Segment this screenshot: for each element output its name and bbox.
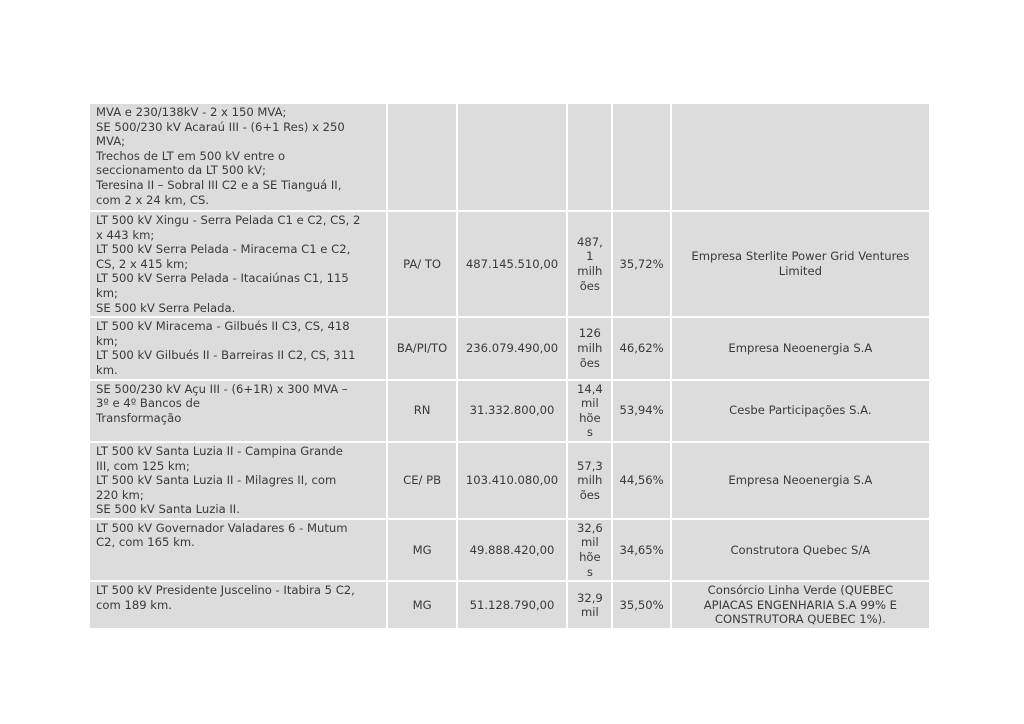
table-body (90, 104, 929, 628)
amount-cell-line: mil (580, 396, 599, 411)
lot-description-cell-line: MVA; (96, 134, 126, 149)
winner-cell-line: Limited (778, 264, 822, 279)
lot-description-cell-line: LT 500 kV Santa Luzia II - Milagres II, com (96, 473, 337, 488)
amount-cell-line: milh (577, 473, 603, 488)
lot-description-cell-line: SE 500/230 kV Açu III - (6+1R) x 300 MVA – (96, 381, 348, 396)
state-cell: PA/ TO (388, 212, 455, 316)
winner-cell (672, 381, 929, 441)
lot-description-cell-line: LT 500 kV Santa Luzia II - Campina Grande (96, 443, 343, 458)
value-cell: 236.079.490,00 (458, 318, 567, 378)
lot-description-cell (90, 104, 386, 210)
lot-description-cell-line: LT 500 kV Miracema - Gilbués II C3, CS, 418 (96, 319, 350, 334)
discount-cell: 34,65% (613, 520, 669, 580)
amount-cell-line: milh (577, 341, 603, 356)
winner-cell-line: Construtora Quebec S/A (730, 542, 871, 557)
state-cell: MG (388, 582, 455, 628)
table-row (90, 104, 929, 210)
amount-cell-line: s (586, 425, 593, 440)
winner-cell (672, 582, 929, 628)
amount-cell-line: milh (577, 264, 603, 279)
amount-cell-line: 14,4 (576, 381, 603, 396)
amount-cell-line: hõe (579, 410, 601, 425)
lot-description-cell-line: Teresina II – Sobral III C2 e a SE Tianguá II, (96, 177, 342, 192)
amount-cell (568, 381, 611, 441)
lot-description-cell-line: C2, com 165 km. (96, 535, 195, 550)
winner-cell (672, 318, 929, 378)
lot-description-cell-line: Transformação (96, 410, 182, 425)
amount-cell (568, 443, 611, 518)
winner-cell-line: Empresa Neoenergia S.A (728, 341, 873, 356)
amount-cell (568, 212, 611, 316)
lot-description-cell-line: LT 500 kV Gilbués II - Barreiras II C2, CS, 311 (96, 348, 356, 363)
table-row (90, 520, 929, 580)
lot-description-cell-line: com 2 x 24 km, CS. (96, 192, 210, 207)
lot-description-cell-line: seccionamento da LT 500 kV; (96, 163, 266, 178)
winner-cell (672, 104, 929, 210)
discount-cell (613, 104, 669, 210)
lot-description-cell (90, 443, 386, 518)
lot-description-cell-line: 220 km; (96, 487, 144, 502)
state-cell: MG (388, 520, 455, 580)
lot-description-cell-line: SE 500/230 kV Acaraú III - (6+1 Res) x 250 (96, 119, 345, 134)
lot-description-cell-line: km; (96, 333, 118, 348)
amount-cell-line: 32,6 (576, 520, 603, 535)
winner-cell-line: APIACAS ENGENHARIA S.A 99% E (703, 597, 898, 612)
table-row (90, 381, 929, 441)
lot-description-cell-line: SE 500 kV Santa Luzia II. (96, 502, 240, 517)
winner-cell (672, 212, 929, 316)
amount-cell-line: 32,9 (576, 590, 603, 605)
state-cell: BA/PI/TO (388, 318, 455, 378)
winner-cell-line: Empresa Neoenergia S.A (728, 473, 873, 488)
amount-cell-line: 126 (578, 326, 601, 341)
amount-cell-line: mil (580, 535, 599, 550)
lot-description-cell-line: LT 500 kV Governador Valadares 6 - Mutum (96, 520, 348, 535)
discount-cell: 53,94% (613, 381, 669, 441)
lot-description-cell-line: LT 500 kV Xingu - Serra Pelada C1 e C2, CS, 2 (96, 213, 361, 227)
amount-cell-line: ões (579, 487, 600, 502)
lot-description-cell-line: CS, 2 x 415 km; (96, 256, 189, 271)
lot-description-cell (90, 520, 386, 580)
lot-description-cell (90, 582, 386, 628)
lot-description-cell-line: SE 500 kV Serra Pelada. (96, 300, 236, 315)
state-cell: RN (388, 381, 455, 441)
lot-description-cell-line: LT 500 kV Serra Pelada - Miracema C1 e C2, (96, 242, 351, 257)
discount-cell: 44,56% (613, 443, 669, 518)
winner-cell-line: Consórcio Linha Verde (QUEBEC (707, 583, 894, 598)
amount-cell-line: ões (579, 278, 600, 293)
amount-cell-line: 57,3 (576, 458, 603, 473)
auction-results-table (88, 102, 931, 630)
lot-description-cell-line: LT 500 kV Serra Pelada - Itacaiúnas C1, 115 (96, 271, 349, 286)
amount-cell (568, 318, 611, 378)
value-cell: 31.332.800,00 (458, 381, 567, 441)
table-row (90, 582, 929, 628)
winner-cell-line: Cesbe Participações S.A. (729, 403, 872, 418)
lot-description-cell-line: III, com 125 km; (96, 458, 190, 473)
amount-cell-line: s (586, 564, 593, 579)
value-cell: 49.888.420,00 (458, 520, 567, 580)
lot-description-cell-line: Trechos de LT em 500 kV entre o (96, 148, 286, 163)
amount-cell-line: 487, (576, 234, 603, 249)
value-cell: 103.410.080,00 (458, 443, 567, 518)
table-row (90, 318, 929, 378)
value-cell (458, 104, 567, 210)
discount-cell: 35,72% (613, 212, 669, 316)
lot-description-cell-line: km; (96, 285, 118, 300)
state-cell: CE/ PB (388, 443, 455, 518)
lot-description-cell-line: km. (96, 362, 118, 377)
amount-cell-line: hõe (579, 550, 601, 565)
winner-cell-line: CONSTRUTORA QUEBEC 1%). (714, 612, 886, 627)
amount-cell-line: mil (580, 605, 599, 620)
lot-description-cell (90, 212, 386, 316)
amount-cell (568, 520, 611, 580)
lot-description-cell-line: 3º e 4º Bancos de (96, 396, 200, 411)
lot-description-cell-line: LT 500 kV Presidente Juscelino - Itabira 5 C2, (96, 583, 355, 598)
lot-description-cell (90, 381, 386, 441)
winner-cell (672, 520, 929, 580)
winner-cell (672, 443, 929, 518)
lot-description-cell (90, 318, 386, 378)
winner-cell-line: Empresa Sterlite Power Grid Ventures (691, 249, 910, 264)
value-cell: 51.128.790,00 (458, 582, 567, 628)
amount-cell-line: ões (579, 355, 600, 370)
lot-description-cell-line: MVA e 230/138kV - 2 x 150 MVA; (96, 105, 287, 119)
discount-cell: 35,50% (613, 582, 669, 628)
lot-description-cell-line: com 189 km. (96, 597, 172, 612)
state-cell (388, 104, 455, 210)
amount-cell-line: 1 (586, 249, 594, 264)
discount-cell: 46,62% (613, 318, 669, 378)
amount-cell (568, 104, 611, 210)
amount-cell (568, 582, 611, 628)
table-row (90, 443, 929, 518)
table-row (90, 212, 929, 316)
lot-description-cell-line: x 443 km; (96, 227, 155, 242)
value-cell: 487.145.510,00 (458, 212, 567, 316)
